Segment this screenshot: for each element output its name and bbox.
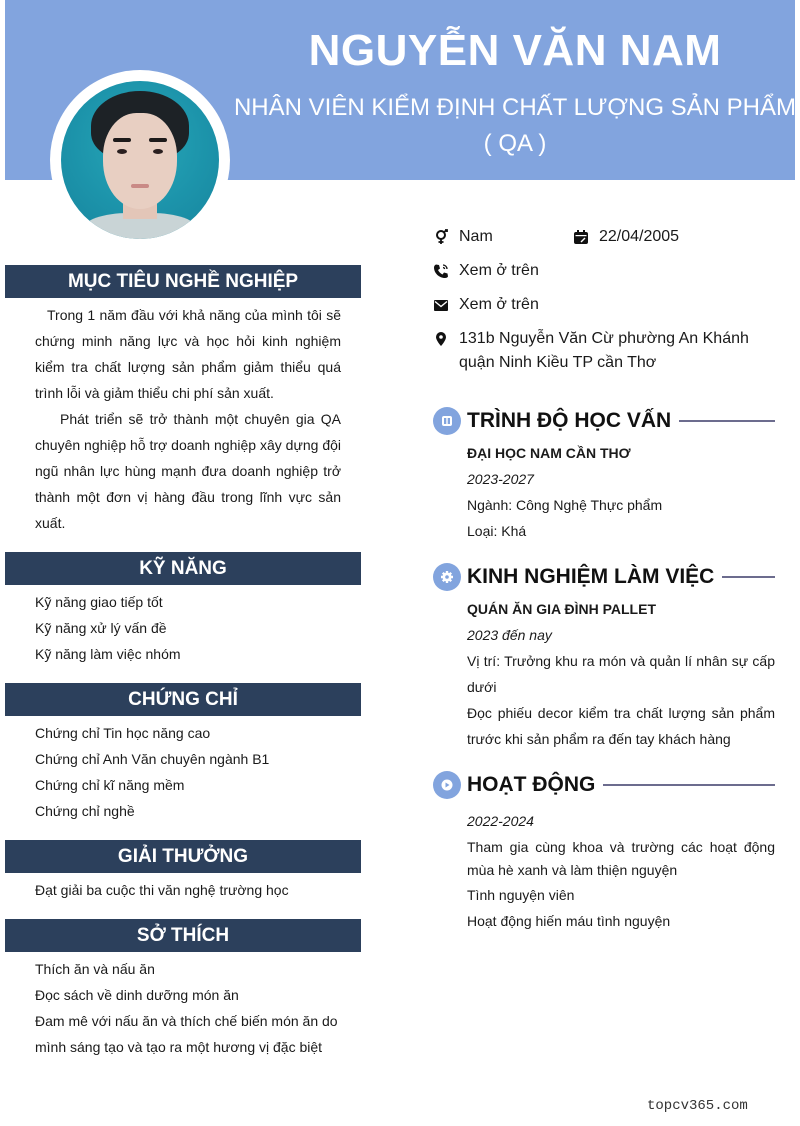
education-grade: Loại: Khá bbox=[467, 523, 527, 539]
section-certificates bbox=[5, 683, 361, 824]
avatar bbox=[61, 81, 219, 239]
list-item: Đọc sách về dinh dưỡng món ăn bbox=[35, 987, 239, 1003]
section-divider bbox=[722, 576, 775, 578]
experience-body bbox=[433, 596, 775, 752]
section-title-activities: HOẠT ĐỘNG bbox=[467, 773, 596, 796]
address-line1: 131b Nguyễn Văn Cừ phường An Khánh bbox=[459, 330, 749, 347]
gender-icon bbox=[433, 225, 459, 249]
section-title-skills: KỸ NĂNG bbox=[5, 552, 361, 585]
section-divider bbox=[679, 420, 775, 422]
job-title-line1: NHÂN VIÊN KIỂM ĐỊNH CHẤT LƯỢNG SẢN PHẨM bbox=[233, 94, 797, 121]
list-item: Chứng chỉ nghề bbox=[35, 803, 135, 819]
calendar-icon bbox=[573, 225, 599, 249]
contact-info bbox=[433, 225, 783, 377]
location-pin-icon bbox=[433, 327, 459, 351]
education-period: 2023-2027 bbox=[467, 471, 534, 487]
list-item: Chứng chỉ Tin học năng cao bbox=[35, 725, 211, 741]
activity-line: Tham gia cùng khoa và trường các hoạt động mùa hè xanh và làm thiện nguyện bbox=[467, 839, 775, 878]
address-line2: quận Ninh Kiều TP cần Thơ bbox=[459, 354, 657, 371]
list-item: Chứng chỉ kĩ năng mềm bbox=[35, 777, 185, 793]
experience-period: 2023 đến nay bbox=[467, 627, 552, 643]
play-circle-icon bbox=[433, 771, 461, 799]
objective-text bbox=[5, 302, 361, 536]
gender-value: Nam bbox=[459, 228, 493, 245]
section-objective bbox=[5, 265, 361, 536]
education-major: Ngành: Công Nghệ Thực phẩm bbox=[467, 497, 663, 513]
activity-line: Hoạt động hiến máu tình nguyện bbox=[467, 913, 671, 929]
candidate-name: NGUYỄN VĂN NAM bbox=[308, 26, 722, 75]
section-hobbies bbox=[5, 919, 361, 1060]
email-value: Xem ở trên bbox=[459, 296, 539, 313]
certificates-list bbox=[5, 720, 361, 824]
company-name: QUÁN ĂN GIA ĐÌNH PALLET bbox=[467, 601, 656, 617]
watermark: topcv365.com bbox=[647, 1098, 748, 1114]
hobbies-list bbox=[5, 956, 361, 1060]
section-skills bbox=[5, 552, 361, 667]
book-icon bbox=[433, 407, 461, 435]
education-body bbox=[433, 440, 775, 544]
list-item: Chứng chỉ Anh Văn chuyên ngành B1 bbox=[35, 751, 270, 767]
section-activities bbox=[433, 770, 775, 934]
list-item: Thích ăn và nấu ăn bbox=[35, 961, 155, 977]
section-title-awards: GIẢI THƯỞNG bbox=[5, 840, 361, 873]
birthday-value: 22/04/2005 bbox=[599, 228, 680, 245]
phone-icon bbox=[433, 259, 459, 283]
contact-row-email bbox=[433, 293, 783, 327]
list-item: Đạt giải ba cuộc thi văn nghệ trường học bbox=[35, 882, 289, 898]
section-title-hobbies: SỞ THÍCH bbox=[5, 919, 361, 952]
phone-value: Xem ở trên bbox=[459, 262, 539, 279]
activities-period: 2022-2024 bbox=[467, 813, 534, 829]
section-experience bbox=[433, 562, 775, 752]
contact-row-phone bbox=[433, 259, 783, 293]
section-title-education: TRÌNH ĐỘ HỌC VẤN bbox=[467, 409, 672, 432]
awards-list bbox=[5, 877, 361, 903]
activity-line: Tình nguyện viên bbox=[467, 887, 575, 903]
envelope-icon bbox=[433, 293, 459, 317]
job-title bbox=[230, 90, 800, 162]
objective-paragraph: Phát triển sẽ trở thành một chuyên gia QA chuyên nghiệp hỗ trợ doanh nghiệp xây dựng đội ngũ nhân lực hùng mạnh đưa doanh nghiệp trở thành một đơn vị hàng đầu trong lĩnh vực sản xuất. bbox=[35, 411, 341, 531]
contact-row-address bbox=[433, 327, 783, 377]
section-education bbox=[433, 406, 775, 544]
section-title-objective: MỤC TIÊU NGHỀ NGHIỆP bbox=[5, 265, 361, 298]
section-title-certificates: CHỨNG CHỈ bbox=[5, 683, 361, 716]
activities-body bbox=[433, 808, 775, 934]
experience-line: Vị trí: Trưởng khu ra món và quản lí nhân sự cấp dưới bbox=[467, 653, 775, 695]
objective-paragraph: Trong 1 năm đầu với khả năng của mình tôi sẽ chứng minh năng lực và học hỏi kinh nghiệm kiểm tra chất lượng sản phẩm giảm thiểu quá trình lỗi và giảm thiểu chi phí sản xuất. bbox=[35, 307, 341, 401]
section-title-experience: KINH NGHIỆM LÀM VIỆC bbox=[467, 565, 715, 588]
job-title-line2: ( QA ) bbox=[483, 130, 547, 157]
experience-line: Đọc phiếu decor kiểm tra chất lượng sản phẩm trước khi sản phẩm ra đến tay khách hàng bbox=[467, 705, 775, 747]
skills-list bbox=[5, 589, 361, 667]
section-divider bbox=[603, 784, 775, 786]
list-item: Kỹ năng xử lý vấn đề bbox=[35, 620, 167, 636]
list-item: Kỹ năng giao tiếp tốt bbox=[35, 594, 163, 610]
section-awards bbox=[5, 840, 361, 903]
list-item: Kỹ năng làm việc nhóm bbox=[35, 646, 181, 662]
school-name: ĐẠI HỌC NAM CẦN THƠ bbox=[467, 445, 631, 461]
contact-row-gender-birthday bbox=[433, 225, 783, 259]
gear-icon bbox=[433, 563, 461, 591]
list-item: Đam mê với nấu ăn và thích chế biến món ăn do mình sáng tạo và tạo ra một hương vị đặc biệt bbox=[35, 1013, 338, 1055]
